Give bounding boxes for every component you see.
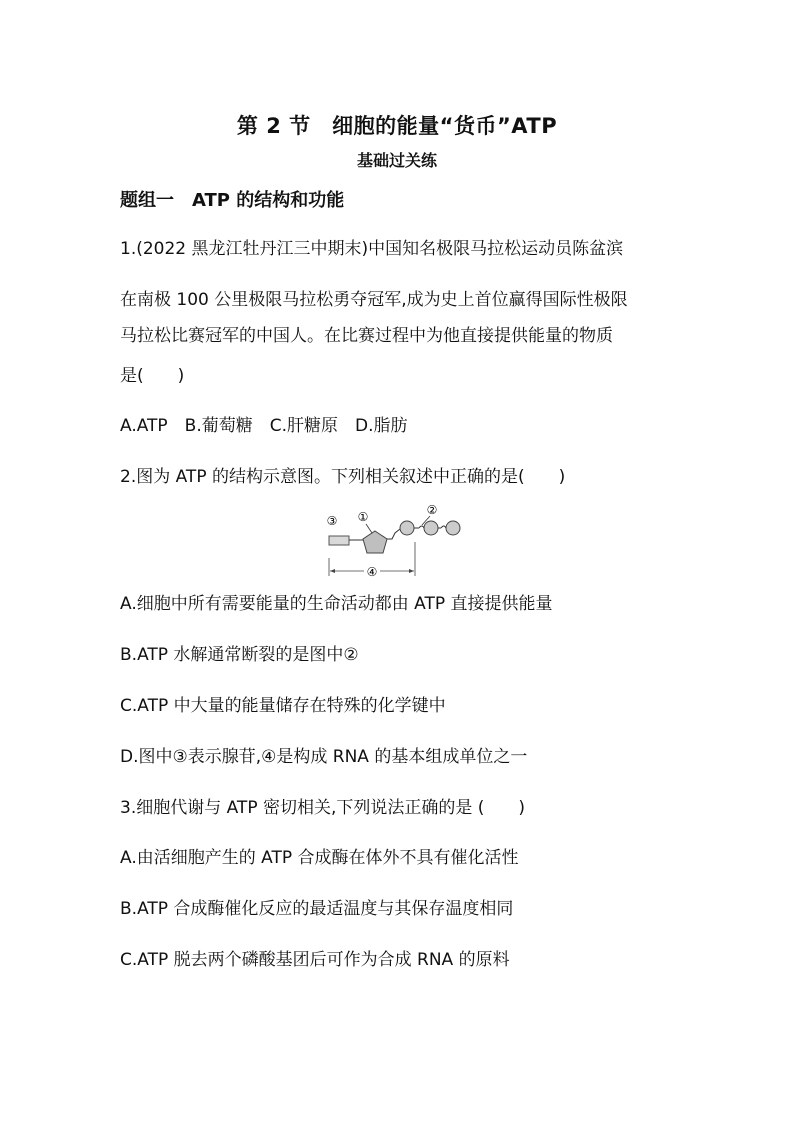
label-3: ③ [326, 514, 338, 528]
phosphate-1 [400, 521, 414, 535]
q1-stem-line-1: 1.(2022 黑龙江牡丹江三中期末)中国知名极限马拉松运动员陈盆滨 [120, 239, 624, 259]
q2-option-d: D.图中③表示腺苷,④是构成 RNA 的基本组成单位之一 [120, 747, 528, 767]
q3-option-b: B.ATP 合成酶催化反应的最适温度与其保存温度相同 [120, 899, 514, 919]
label-1-pointer [366, 524, 372, 533]
adenine-box [329, 536, 349, 545]
high-energy-bond-1 [419, 526, 424, 528]
section-subtitle: 基础过关练 [356, 151, 437, 170]
ribose-pentagon [363, 531, 387, 553]
ribose-phosphate-bond [387, 529, 400, 539]
label-2: ② [426, 503, 438, 517]
q1-options: A.ATP B.葡萄糖 C.肝糖原 D.脂肪 [120, 416, 408, 436]
q2-option-b: B.ATP 水解通常断裂的是图中② [120, 645, 359, 665]
q2-option-a: A.细胞中所有需要能量的生命活动都由 ATP 直接提供能量 [120, 594, 553, 614]
q1-stem-line-3: 马拉松比赛冠军的中国人。在比赛过程中为他直接提供能量的物质 [120, 326, 613, 346]
q3-stem: 3.细胞代谢与 ATP 密切相关,下列说法正确的是 ( ) [120, 798, 526, 818]
section-title: 第 2 节 细胞的能量“货币”ATP [236, 114, 558, 138]
q1-stem-line-4: 是( ) [120, 366, 185, 386]
phosphate-3 [446, 521, 460, 535]
bracket-arrow-right [409, 569, 414, 573]
high-energy-bond-2 [441, 526, 446, 528]
atp-structure-diagram [320, 498, 480, 582]
q3-option-c: C.ATP 脱去两个磷酸基团后可作为合成 RNA 的原料 [120, 950, 510, 970]
question-group-heading: 题组一 ATP 的结构和功能 [120, 190, 345, 211]
label-1: ① [357, 510, 369, 524]
bracket-arrow-left [330, 569, 335, 573]
q2-stem: 2.图为 ATP 的结构示意图。下列相关叙述中正确的是( ) [120, 467, 566, 487]
label-4: ④ [366, 565, 378, 579]
q1-stem-line-2: 在南极 100 公里极限马拉松勇夺冠军,成为史上首位赢得国际性极限 [120, 290, 628, 310]
q3-option-a: A.由活细胞产生的 ATP 合成酶在体外不具有催化活性 [120, 848, 519, 868]
q2-option-c: C.ATP 中大量的能量储存在特殊的化学键中 [120, 696, 446, 716]
phosphate-2 [424, 521, 438, 535]
